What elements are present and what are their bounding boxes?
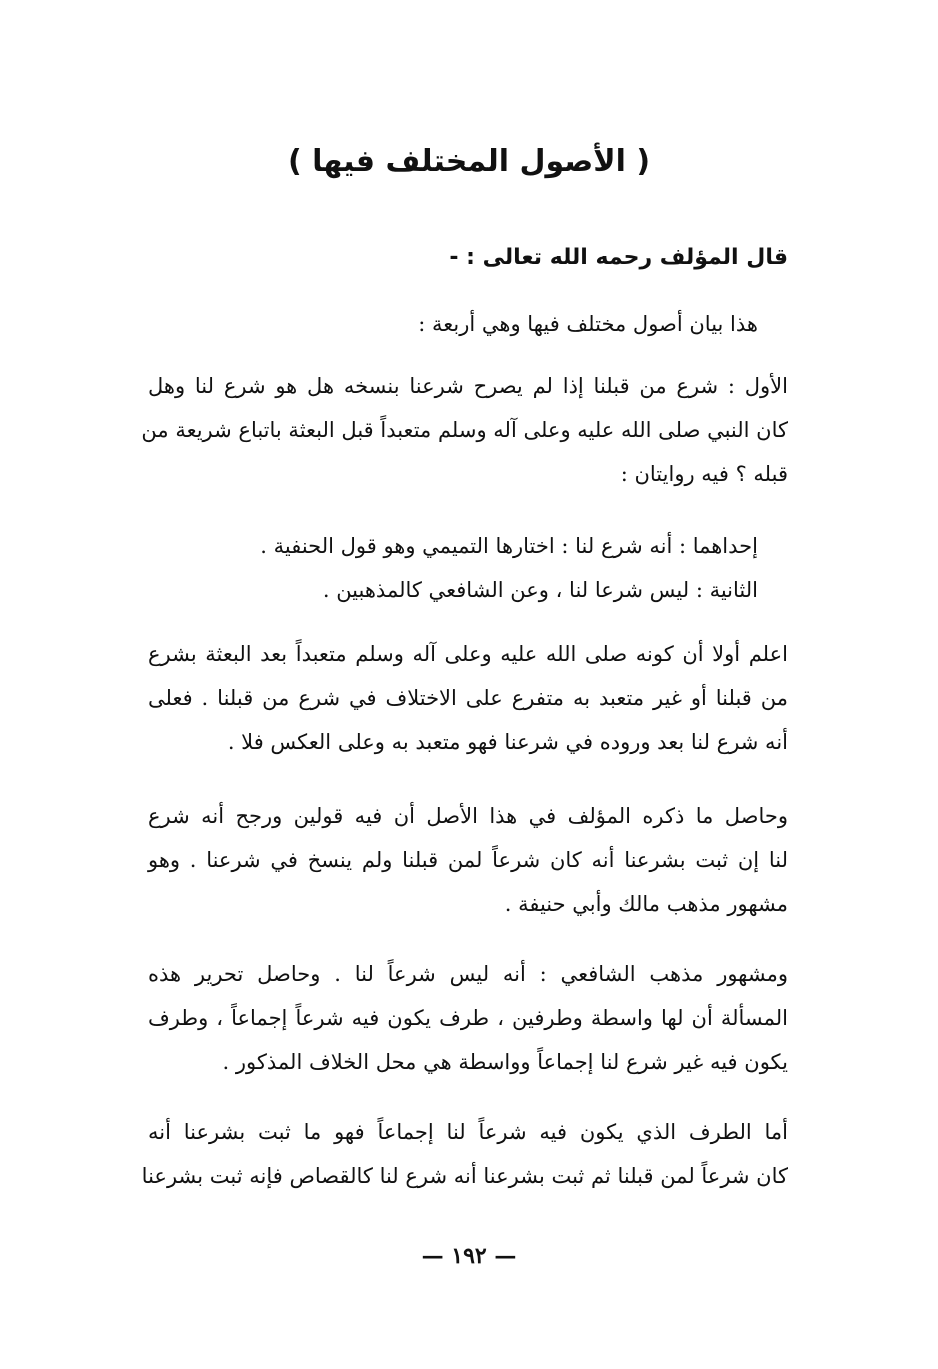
text-line: من قبلنا أو غير متعبد به متفرع على الاختلاف في شرع من قبلنا . فعلى [148, 686, 788, 710]
paragraph-narrations [148, 524, 758, 612]
paragraph-intro [148, 302, 758, 346]
text-line: المسألة أن لها واسطة وطرفين ، طرف يكون فيه شرعاً إجماعاً ، وطرف [148, 1006, 788, 1030]
text-line: كان شرعاً لمن قبلنا ثم ثبت بشرعنا أنه شرع لنا كالقصاص فإنه ثبت بشرعنا [141, 1164, 788, 1188]
text-line: كان النبي صلى الله عليه وعلى آله وسلم متعبداً قبل البعثة باتباع شريعة من [141, 418, 788, 442]
text-line: إحداهما : أنه شرع لنا : اختارها التميمي وهو قول الحنفية . [260, 534, 758, 558]
text-line: الثانية : ليس شرعا لنا ، وعن الشافعي كالمذهبين . [322, 578, 758, 602]
paragraph-consensus [141, 1110, 788, 1198]
author-intro-line: قال المؤلف رحمه الله تعالى : - [449, 245, 788, 270]
text-line: الأول : شرع من قبلنا إذا لم يصرح شرعنا بنسخه هل هو شرع لنا وهل [148, 374, 788, 398]
text-line: هذا بيان أصول مختلف فيها وهي أربعة : [418, 312, 758, 336]
page-number: — ١٩٢ — [421, 1243, 517, 1269]
paragraph-explanation [148, 632, 788, 764]
text-line: لنا إن ثبت بشرعنا أنه كان شرعاً لمن قبلنا ولم ينسخ في شرعنا . وهو [148, 848, 788, 872]
text-line: مشهور مذهب مالك وأبي حنيفة . [504, 892, 788, 916]
paragraph-shafii [148, 952, 788, 1084]
text-line: قبله ؟ فيه روايتان : [620, 462, 788, 486]
text-line: وحاصل ما ذكره المؤلف في هذا الأصل أن فيه قولين ورجح أنه شرع [148, 804, 788, 828]
paragraph-first [141, 364, 788, 496]
text-line: اعلم أولا أن كونه صلى الله عليه وعلى آله وسلم متعبداً بعد البعثة بشرع [148, 642, 788, 666]
section-title: ( الأصول المختلف فيها ) [287, 144, 651, 179]
text-line: أنه شرع لنا بعد وروده في شرعنا فهو متعبد به وعلى العكس فلا . [227, 730, 788, 754]
text-line: ومشهور مذهب الشافعي : أنه ليس شرعاً لنا . وحاصل تحرير هذه [148, 962, 788, 986]
text-line: أما الطرف الذي يكون فيه شرعاً لنا إجماعاً فهو ما ثبت بشرعنا أنه [148, 1120, 788, 1144]
text-line: يكون فيه غير شرع لنا إجماعاً وواسطة هي محل الخلاف المذكور . [222, 1050, 788, 1074]
author-intro [148, 236, 788, 280]
paragraph-summary [148, 794, 788, 926]
